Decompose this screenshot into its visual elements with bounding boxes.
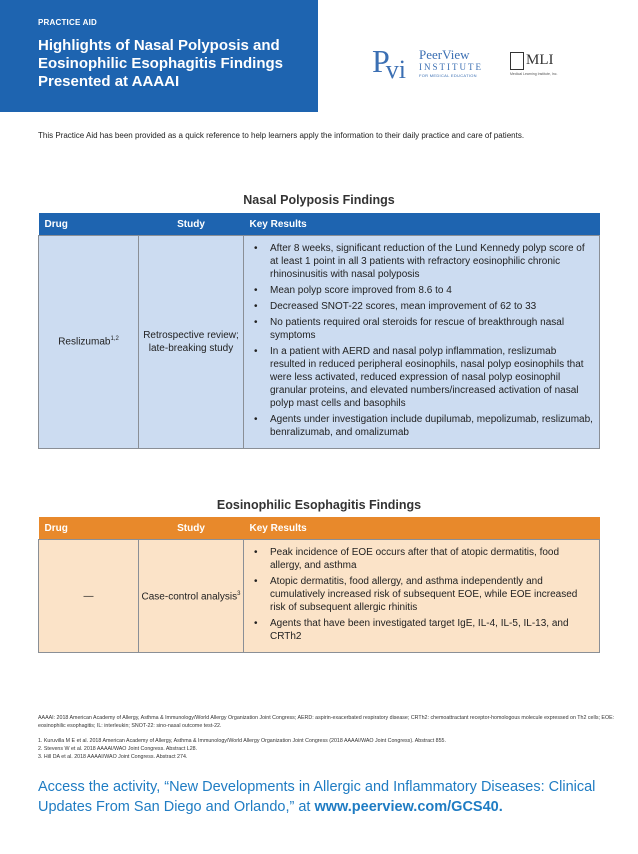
result-item: • After 8 weeks, significant reduction of the Lund Kennedy polyp score of at least 1 point in all 3 patients with refractory eosinophilic chronic rhinosinusitis with nasal polyposis	[270, 242, 593, 281]
column-header-drug: Drug	[39, 517, 139, 540]
result-item: • Peak incidence of EOE occurs after that of atopic dermatitis, food allergy, and asthma	[270, 546, 593, 572]
result-item: • In a patient with AERD and nasal polyp inflammation, reslizumab resulted in reduced peripheral eosinophils, nasal polyp eosinophils that were less activated, reduced expression of nasal polyp eosinophil granular proteins, and elevated numbers/increased activation of nasal polyp mast cells and basophils	[270, 345, 593, 410]
peerview-logo-name: PeerView	[419, 47, 470, 62]
column-header-study: Study	[139, 517, 244, 540]
result-item: • Agents that have been investigated target IgE, IL-4, IL-5, IL-13, and CRTh2	[270, 617, 593, 643]
mli-logo-text: MLI	[526, 52, 554, 68]
drug-cell: Reslizumab$^{1,2}$	[39, 236, 139, 449]
eoe-findings-table	[38, 517, 600, 653]
mli-caduceus-icon	[510, 52, 524, 70]
table-header-row	[39, 517, 600, 540]
table-row	[39, 236, 600, 449]
header-banner	[0, 0, 318, 112]
study-cell: Retrospective review; late-breaking study	[139, 236, 244, 449]
nasal-section-title: Nasal Polyposis Findings	[243, 193, 395, 207]
cta-text: Access the activity, “New Developments in Allergic and Inflammatory Diseases: Clinical Updates From San Diego and Orlando,” at	[38, 779, 596, 815]
peerview-logo-institute: INSTITUTE	[419, 62, 483, 72]
peerview-logo-sub: FOR MEDICAL EDUCATION	[419, 73, 477, 78]
peerview-logo-mark: Pvi	[372, 43, 407, 84]
page-title: Highlights of Nasal Polyposis and Eosinophilic Esophagitis Findings Presented at AAAAI	[38, 37, 284, 90]
column-header-results: Key Results	[244, 213, 600, 236]
result-item: • Atopic dermatitis, food allergy, and asthma independently and cumulatively increased risk of subsequent EOE, while EOE increased risk of subsequent allergic rhinitis	[270, 575, 593, 614]
drug-cell: —	[39, 540, 139, 653]
reference-item: 1. Kuruvilla M E et al. 2018 American Academy of Allergy, Asthma & Immunology/World Allergy Organization Joint Congress (2018 AAAAI/WAO Joint Congress). Abstract 855.	[38, 738, 446, 744]
cta-link[interactable]: www.peerview.com/GCS40.	[314, 799, 503, 815]
column-header-results: Key Results	[244, 517, 600, 540]
result-item: • Decreased SNOT-22 scores, mean improvement of 62 to 33	[270, 300, 593, 313]
practice-aid-label: PRACTICE AID	[38, 18, 97, 27]
result-item: • No patients required oral steroids for rescue of breakthrough nasal symptoms	[270, 316, 593, 342]
peerview-logo	[372, 44, 507, 84]
footnotes	[38, 714, 618, 761]
reference-item: 3. Hill DA et al. 2018 AAAAI/WAO Joint Congress. Abstract 274.	[38, 754, 188, 760]
mli-logo	[510, 52, 570, 82]
table-header-row	[39, 213, 600, 236]
table-row	[39, 540, 600, 653]
results-cell	[244, 540, 600, 653]
result-item: • Mean polyp score improved from 8.6 to 4	[270, 284, 593, 297]
results-cell	[244, 236, 600, 449]
study-cell: Case-control analysis$^3$	[139, 540, 244, 653]
intro-text: This Practice Aid has been provided as a quick reference to help learners apply the information to their daily practice and care of patients.	[38, 131, 525, 140]
reference-item: 2. Stevens W et al. 2018 AAAAI/WAO Joint Congress. Abstract L28.	[38, 746, 198, 752]
mli-logo-sub: Medical Learning Institute, Inc.	[510, 72, 558, 76]
nasal-findings-table	[38, 213, 600, 449]
eoe-section-title: Eosinophilic Esophagitis Findings	[216, 498, 422, 512]
column-header-study: Study	[139, 213, 244, 236]
result-item: • Agents under investigation include dupilumab, mepolizumab, reslizumab, benralizumab, and omalizumab	[270, 413, 593, 439]
call-to-action	[38, 777, 618, 817]
abbreviations: AAAAI: 2018 American Academy of Allergy, Asthma & Immunology/World Allergy Organization Joint Congress; AERD: aspirin-exacerbated respiratory disease; CRTh2: chemoattractant receptor-homologous molecule expressed on Th2 cells; EOE: eosinophilic esophagitis; IL: interleukin; SNOT-22: sino-nasal outcome test-22.	[38, 715, 615, 729]
column-header-drug: Drug	[39, 213, 139, 236]
